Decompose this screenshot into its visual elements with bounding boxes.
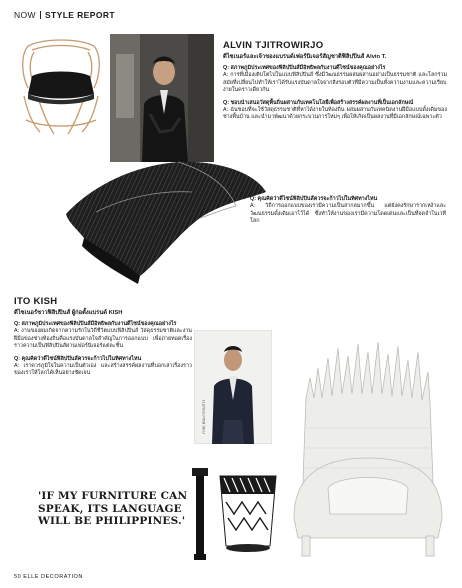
ito-section bbox=[14, 296, 192, 378]
ito-answer-1: A: งานของผมเกิดจากความรักในวิถีชีวิตแบบฟิลิปปินส์ วัสดุธรรมชาติและงานฝีมือของช่างท้องถิ่นคือแรงบันดาลใจสำคัญในการออกแบบ เพื่อถ่ายทอดเรื่องราวความเป็นฟิลิปปินส์ผ่านเฟอร์นิเจอร์แต่ละชิ้น bbox=[14, 328, 192, 350]
alvin-answer-2: A: ฉันชอบที่จะใช้วัสดุธรรมชาติที่หาได้ง่ายในท้องถิ่น ผสมผสานกับเทคนิคงานฝีมือแบบดั้งเดิมของช่างพื้นบ้าน และนำมาพัฒนาด้วยกระบวนการใหม่ๆ เพื่อให้เกิดเป็นผลงานที่มีเอกลักษณ์เฉพาะตัว bbox=[223, 107, 447, 121]
ito-question-1: Q: สภาพภูมิประเทศของฟิลิปปินส์มีอิทธิพลกับงานดีไซน์ของคุณอย่างไร bbox=[14, 321, 177, 327]
alvin-question-2: Q: ชอบนำเสนอวัสดุพื้นถิ่นผสานกับเทคโนโลยีเพื่อสร้างสรรค์ผลงานที่เป็นเอกลักษณ์ bbox=[223, 99, 414, 106]
photo-credit: ภาพ: คณะกรรมการ bbox=[201, 399, 206, 434]
section-label: NOW bbox=[14, 10, 36, 20]
alvin-section bbox=[223, 40, 447, 122]
rattan-chair-photo bbox=[14, 36, 108, 136]
alvin-question-1: Q: สภาพภูมิประเทศของฟิลิปปินส์มีอิทธิพลกับงานดีไซน์ของคุณอย่างไร bbox=[223, 65, 386, 71]
black-rattan-sculpture-photo bbox=[60, 152, 272, 292]
alvin-portrait-photo bbox=[110, 34, 214, 162]
alvin-qa-1 bbox=[223, 65, 447, 95]
ito-role: ดีไซเนอร์ชาวฟิลิปปินส์ ผู้ก่อตั้งแบรนด์ KISH bbox=[14, 310, 123, 316]
ito-qa-1 bbox=[14, 321, 192, 351]
section-header bbox=[14, 10, 115, 20]
page-footer bbox=[14, 574, 83, 580]
alvin-answer-1: A: การที่เมืองเติบโตไปในแบบฟิลิปปินส์ ซึ่งมีวัฒนธรรมผสมผสานอย่างเป็นธรรมชาติ และโลกร่วมสมัยที่เปลี่ยนไปทำให้เราได้รับแรงบันดาลใจจากสิ่งรอบตัวที่มีความเป็นทั้งความงามและความเรียบง่ายในคราวเดียวกัน bbox=[223, 72, 447, 94]
page-number: 50 bbox=[14, 574, 22, 580]
alvin-role: ดีไซเนอร์และเจ้าของแบรนด์เฟอร์นิเจอร์สัญชาติฟิลิปปินส์ Alvin T. bbox=[223, 54, 387, 60]
alvin-name: ALVIN TJITROWIRJO bbox=[223, 40, 324, 51]
magazine-name: ELLE DECORATION bbox=[23, 574, 83, 580]
alvin-answer-3: A: วิถีการออกแบบของเรามีความเป็นสากลมากขึ้น แต่ยังคงรักษารากเหง้าและวัฒนธรรมดั้งเดิมเอาไว้ได้ ซึ่งทำให้งานของเรามีความโดดเด่นและเป็นที่จดจำในเวทีโลก bbox=[250, 203, 446, 225]
pull-quote: 'IF MY FURNITURE CAN SPEAK, ITS LANGUAGE WILL BE PHILIPPINES.' bbox=[38, 490, 188, 527]
ito-name: ITO KISH bbox=[14, 296, 58, 307]
alvin-qa-3 bbox=[250, 196, 446, 226]
section-title: STYLE REPORT bbox=[44, 10, 115, 20]
alvin-question-3: Q: คุณคิดว่าดีไซน์ฟิลิปปินส์ควรจะก้าวไปในทิศทางไหน bbox=[250, 196, 378, 202]
ito-question-2: Q: คุณคิดว่าดีไซน์ฟิลิปปินส์ควรจะก้าวไปในทิศทางไหน bbox=[14, 355, 142, 362]
white-throne-chair-photo bbox=[288, 338, 448, 560]
ito-qa-2 bbox=[14, 356, 192, 378]
ito-answer-2: A: เราควรภูมิใจในความเป็นตัวเอง และสร้างสรรค์ผลงานที่บอกเล่าเรื่องราวของเราให้โลกได้เห็นอย่างชัดเจน bbox=[14, 363, 192, 377]
alvin-qa-2 bbox=[223, 100, 447, 122]
header-divider bbox=[40, 11, 41, 19]
bench-and-vase-photo bbox=[190, 454, 286, 564]
